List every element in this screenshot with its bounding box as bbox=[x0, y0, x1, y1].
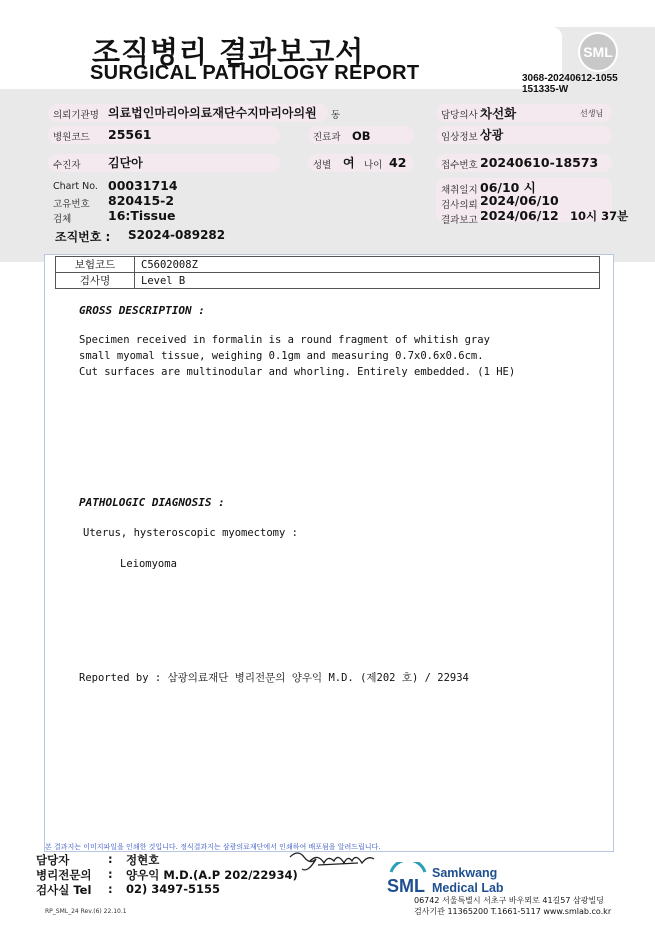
request-label: 검사의뢰 bbox=[441, 200, 478, 211]
patient-value: 김단아 bbox=[108, 156, 143, 170]
colon: : bbox=[108, 852, 113, 866]
insurance-code-label: 보험코드 bbox=[56, 257, 135, 273]
ward-label: 동 bbox=[331, 110, 341, 121]
patient-label: 수진자 bbox=[53, 160, 81, 171]
diagnosis-site: Uterus, hysteroscopic myomectomy : bbox=[83, 527, 298, 539]
clinical-info-label: 임상정보 bbox=[441, 132, 478, 143]
phone-value: 02) 3497-5155 bbox=[126, 882, 221, 896]
diagnosis-heading: PATHOLOGIC DIAGNOSIS : bbox=[79, 496, 225, 509]
sml-logo-icon: SML bbox=[578, 32, 618, 72]
chart-no-value: 00031714 bbox=[108, 178, 178, 193]
specimen-value: 16:Tissue bbox=[108, 208, 176, 223]
institution-value: 의료법인마리아의료재단수지마리아의원 bbox=[108, 106, 317, 120]
collect-label: 채취일지 bbox=[441, 185, 478, 196]
result-time: 10시 37분 bbox=[570, 209, 629, 223]
institution-label: 의뢰기관명 bbox=[53, 110, 99, 121]
tissue-no-value: S2024-089282 bbox=[128, 228, 226, 242]
report-number-line2: 151335-W bbox=[522, 84, 569, 95]
insurance-code-value: C5602008Z bbox=[135, 257, 600, 273]
result-date: 2024/06/12 bbox=[480, 208, 559, 223]
hospital-code-label: 병원코드 bbox=[53, 132, 90, 143]
chart-no-label: Chart No. bbox=[53, 181, 98, 192]
table-row bbox=[56, 257, 600, 273]
receipt-label: 접수번호 bbox=[441, 160, 478, 171]
colon: : bbox=[108, 867, 113, 881]
report-title-english: SURGICAL PATHOLOGY REPORT bbox=[90, 62, 420, 84]
pathologist-value: 양우익 M.D.(A.P 202/22934) bbox=[126, 868, 298, 882]
hospital-code-value: 25561 bbox=[108, 127, 152, 142]
diagnosis-result: Leiomyoma bbox=[120, 558, 177, 570]
doctor-label: 담당의사 bbox=[441, 110, 478, 121]
report-number-line1: 3068-20240612-1055 bbox=[522, 73, 618, 84]
specimen-label: 검체 bbox=[53, 214, 72, 225]
pathologist-label: 병리전문의 bbox=[36, 868, 92, 882]
form-code: RP_SML_24 Rev.(6) 22.10.1 bbox=[45, 908, 127, 915]
request-value: 2024/06/10 bbox=[480, 193, 559, 208]
test-name-label: 검사명 bbox=[56, 273, 135, 289]
tissue-no-label: 조직번호 : bbox=[55, 230, 111, 244]
report-title-korean: 조직병리 결과보고서 bbox=[92, 35, 365, 69]
colon: : bbox=[108, 882, 113, 896]
unique-no-label: 고유번호 bbox=[53, 199, 90, 210]
age-label: 나이 bbox=[364, 160, 383, 171]
dept-value: OB bbox=[352, 129, 371, 143]
staff-value: 정현호 bbox=[126, 853, 160, 867]
age-value: 42 bbox=[389, 155, 407, 170]
lab-name-line2: Medical Lab bbox=[432, 881, 504, 895]
doctor-value: 차선화 bbox=[480, 106, 517, 121]
reported-by: Reported by : 삼광의료재단 병리전문의 양우익 M.D. (제202 호) / 22934 bbox=[79, 672, 469, 684]
gross-heading: GROSS DESCRIPTION : bbox=[79, 304, 205, 317]
result-label: 결과보고 bbox=[441, 215, 478, 226]
gross-line: small myomal tissue, weighing 0.1gm and measuring 0.7x0.6x0.6cm. bbox=[79, 350, 484, 362]
doctor-suffix: 선생님 bbox=[580, 109, 604, 118]
patient-pill bbox=[48, 154, 280, 172]
lab-logo-text: SML bbox=[387, 876, 425, 896]
clinical-info-value: 상광 bbox=[480, 128, 504, 142]
disclaimer-text: 본 결과지는 이미지파일을 인쇄한 것입니다. 정식결과지는 삼광의료재단에서 인쇄하여 배포됨을 알려드립니다. bbox=[45, 843, 381, 851]
collect-value: 06/10 시 bbox=[480, 180, 536, 195]
phone-label: 검사실 Tel bbox=[36, 883, 92, 897]
insurance-table bbox=[55, 256, 600, 289]
table-row bbox=[56, 273, 600, 289]
gross-line: Specimen received in formalin is a round fragment of whitish gray bbox=[79, 334, 490, 346]
test-name-value: Level B bbox=[135, 273, 600, 289]
unique-no-value: 820415-2 bbox=[108, 193, 175, 208]
lab-institution-number: 검사기관 11365200 T.1661-5117 www.smlab.co.kr bbox=[414, 907, 612, 916]
dept-label: 진료과 bbox=[313, 132, 341, 143]
lab-address: 06742 서울특별시 서초구 바우뫼로 41길57 삼광빌딩 bbox=[414, 896, 604, 905]
signature-image bbox=[288, 845, 388, 877]
gross-line: Cut surfaces are multinodular and whorling. Entirely embedded. (1 HE) bbox=[79, 366, 516, 378]
sex-value: 여 bbox=[343, 156, 355, 170]
sex-label: 성별 bbox=[313, 160, 332, 171]
staff-label: 담당자 bbox=[36, 853, 70, 867]
receipt-value: 20240610-18573 bbox=[480, 155, 599, 170]
lab-name-line1: Samkwang bbox=[432, 866, 498, 880]
